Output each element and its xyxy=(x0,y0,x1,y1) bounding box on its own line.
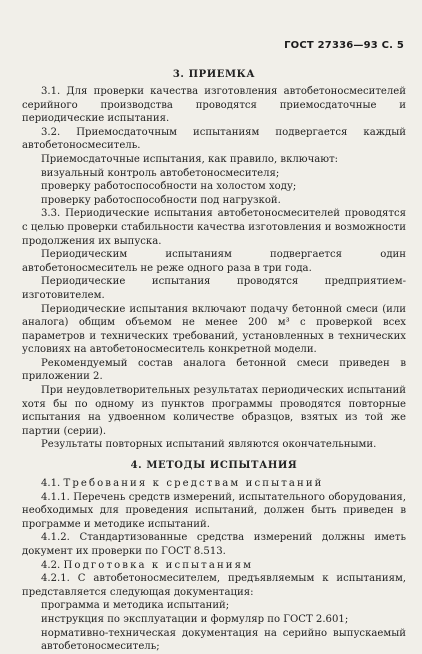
paragraph-3-1: 3.1. Для проверки качества изготовления автобетоносмесителей серийного производства проводятся приемосдаточные и периодические испытания. xyxy=(22,86,406,125)
subheading-4-2-number: 4.2. xyxy=(41,559,61,571)
section-3-title: 3. ПРИЕМКА xyxy=(172,69,256,80)
list-item-normative-docs: нормативно-техническая документация на серийно выпускаемый автобетоносмеситель; xyxy=(41,627,406,653)
subheading-4-1 xyxy=(22,477,406,491)
list-item-program: программа и методика испытаний; xyxy=(41,600,230,612)
subheading-4-1-number: 4.1. xyxy=(41,478,61,490)
section-4-title: 4. МЕТОДЫ ИСПЫТАНИЯ xyxy=(130,460,298,472)
list-item-idle-check: проверку работоспособности на холостом ходу; xyxy=(41,181,297,193)
subheading-4-1-text: Требования к средствам испытаний xyxy=(63,478,324,490)
subheading-4-2-text: Подготовка к испытаниям xyxy=(63,559,254,571)
paragraph-periodic-frequency: Периодическим испытаниям подвергается один автобетоносмеситель не реже одного раза в три года. xyxy=(22,249,406,274)
list-item-load-check: проверку работоспособности под нагрузкой. xyxy=(41,194,281,206)
list-item-manual: инструкция по эксплуатации и формуляр по ГОСТ 2.601; xyxy=(41,613,349,625)
paragraph-4-1-1: 4.1.1. Перечень средств измерений, испытательного оборудования, необходимых для проведения испытаний, должен быть приведен в программе и методике испытаний. xyxy=(22,491,406,530)
paragraph-3-2: 3.2. Приемосдаточным испытаниям подвергается каждый автобетоносмеситель. xyxy=(22,126,406,152)
paragraph-periodic-scope: Периодические испытания включают подачу бетонной смеси (или аналога) общим объемом не менее 200 м³ с проверкой всех параметров и технических требований, установленных в технических условиях на автобетоносмеситель конкретной модели. xyxy=(22,303,406,356)
list-item-visual-control: визуальный контроль автобетоносмесителя; xyxy=(41,167,280,179)
subheading-4-2 xyxy=(22,559,406,573)
paragraph-4-2-1: 4.2.1. С автобетоносмесителем, предъявляемым к испытаниям, представляется следующая документация: xyxy=(22,573,406,598)
paragraph-4-1-2: 4.1.2. Стандартизованные средства измерений должны иметь документ их проверки по ГОСТ 8.513. xyxy=(22,532,406,557)
page-header: ГОСТ 27336—93 С. 5 xyxy=(284,40,404,51)
paragraph-periodic-manufacturer: Периодические испытания проводятся предприятием-изготовителем. xyxy=(22,276,406,301)
paragraph-acceptance-intro: Приемосдаточные испытания, как правило, включают: xyxy=(41,153,339,165)
paragraph-3-3: 3.3. Периодические испытания автобетоносмесителей проводятся с целью проверки стабильности качества изготовления и возможности продолжения их выпуска. xyxy=(22,208,406,247)
paragraph-recommended-composition: Рекомендуемый состав аналога бетонной смеси приведен в приложении 2. xyxy=(22,357,406,383)
paragraph-unsatisfactory-results: При неудовлетворительных результатах периодических испытаний хотя бы по одному из пунктов программы проводятся повторные испытания на удвоенном количестве образцов, взятых из той же партии (серии). xyxy=(22,385,406,437)
paragraph-final-results: Результаты повторных испытаний являются окончательными. xyxy=(41,439,377,451)
